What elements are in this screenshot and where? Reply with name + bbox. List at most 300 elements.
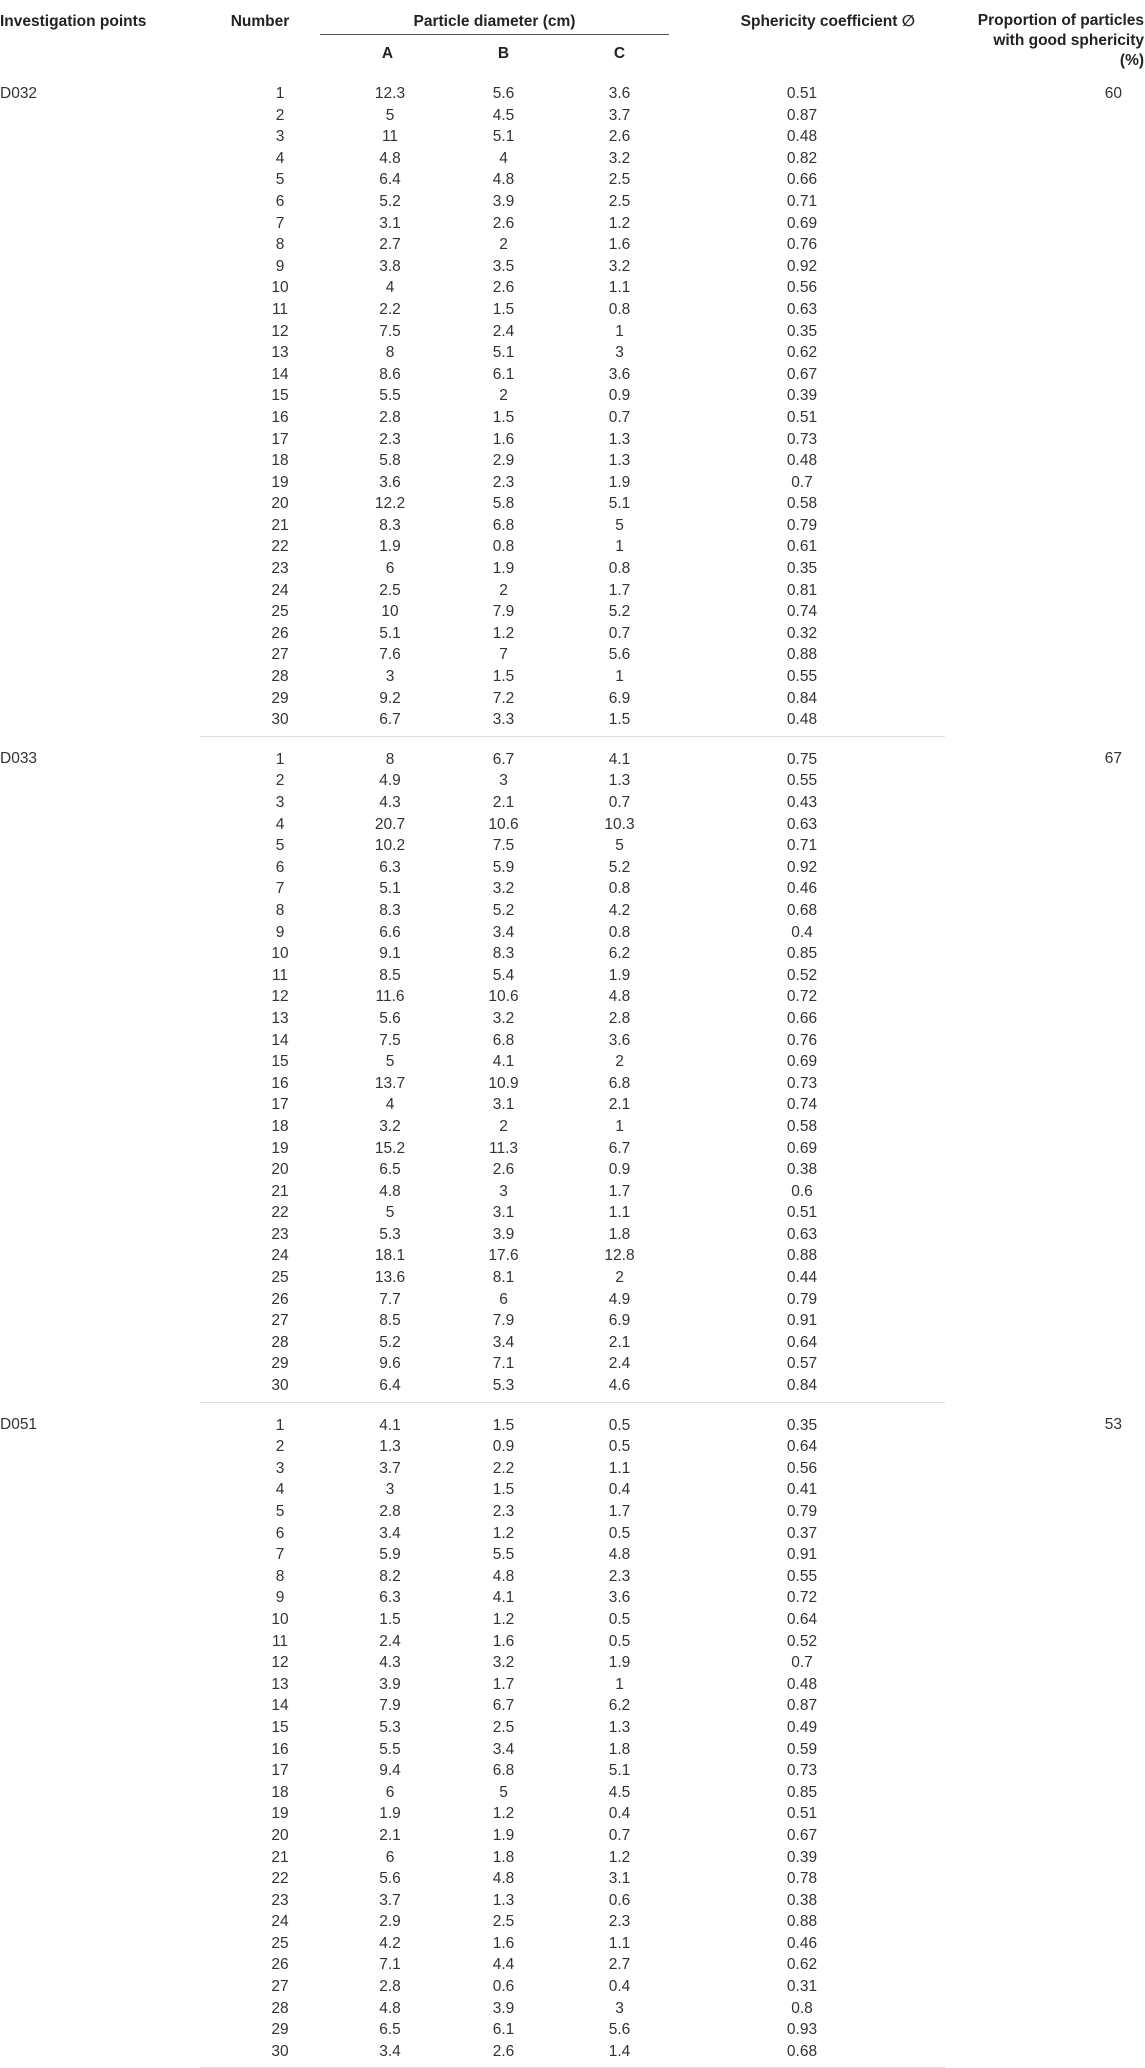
cell-sph: 0.7 xyxy=(791,473,813,491)
cell-a: 2.8 xyxy=(379,1978,401,1996)
cell-c: 2.7 xyxy=(608,1956,631,1974)
cell-a: 6 xyxy=(385,560,395,578)
cell-b: 2.9 xyxy=(492,452,515,470)
cell-a: 6.4 xyxy=(379,171,401,189)
cell-b: 3.3 xyxy=(455,709,552,736)
cell-num: 30 xyxy=(200,2041,320,2068)
cell-a: 9.4 xyxy=(379,1762,401,1780)
cell-num: 24 xyxy=(271,1913,289,1931)
cell-b: 5.3 xyxy=(455,1375,552,1402)
cell-c: 5 xyxy=(615,837,624,855)
cell-num: 14 xyxy=(271,1697,289,1715)
cell-a: 8.5 xyxy=(379,966,401,984)
cell-num: 15 xyxy=(271,1053,289,1071)
table-row xyxy=(0,1402,1145,1436)
cell-sph: 0.76 xyxy=(786,236,818,254)
cell-num: 11 xyxy=(271,1632,289,1650)
cell-sph: 0.63 xyxy=(786,815,818,833)
cell-sph: 0.8 xyxy=(791,1999,813,2017)
cell-c: 1.4 xyxy=(552,2041,687,2068)
cell-a: 5.3 xyxy=(379,1718,401,1736)
cell-sph: 0.84 xyxy=(786,689,818,707)
cell-sph: 0.4 xyxy=(791,923,813,941)
cell-a: 8.3 xyxy=(379,901,401,919)
cell-sph: 0.58 xyxy=(786,1117,818,1135)
cell-sph: 0.82 xyxy=(786,149,818,167)
cell-b: 1.5 xyxy=(492,668,515,686)
cell-b: 2.6 xyxy=(492,1161,515,1179)
cell-b: 8.1 xyxy=(492,1269,515,1287)
cell-a: 6 xyxy=(385,1848,395,1866)
cell-sph: 0.88 xyxy=(786,646,818,664)
cell-sph: 0.71 xyxy=(786,192,818,210)
cell-a: 3.7 xyxy=(379,1459,401,1477)
cell-b: 2.3 xyxy=(492,1503,515,1520)
cell-c: 1.5 xyxy=(552,709,687,736)
cell-b: 2 xyxy=(499,581,508,599)
cell-c: 6.7 xyxy=(608,1139,631,1157)
cell-a: 8.6 xyxy=(379,365,401,383)
cell-sph: 0.62 xyxy=(786,344,818,362)
cell-c: 6.8 xyxy=(608,1074,631,1092)
header-row-1 xyxy=(0,0,1145,37)
cell-c: 1.8 xyxy=(608,1740,631,1758)
cell-num: 17 xyxy=(271,430,289,448)
cell-sph: 0.39 xyxy=(786,1848,818,1866)
cell-num: 4 xyxy=(275,149,285,167)
cell-b: 4.4 xyxy=(492,1956,515,1974)
proportion-value: 67 xyxy=(1104,750,1123,768)
cell-a: 4.3 xyxy=(379,794,401,811)
cell-a: 5.1 xyxy=(379,624,401,642)
cell-b: 4.8 xyxy=(492,1870,515,1888)
cell-num: 15 xyxy=(271,1718,289,1736)
cell-c: 2.6 xyxy=(608,128,631,146)
cell-c: 3.6 xyxy=(608,1031,631,1049)
cell-c: 5.1 xyxy=(608,1762,631,1780)
cell-sph: 0.79 xyxy=(786,516,818,534)
cell-a: 7.7 xyxy=(379,1290,401,1308)
cell-b: 5.8 xyxy=(492,495,515,513)
cell-num: 27 xyxy=(271,1312,289,1330)
cell-c: 5.1 xyxy=(608,495,631,513)
cell-c: 0.5 xyxy=(608,1524,631,1542)
cell-a: 3.6 xyxy=(379,473,401,491)
cell-b: 7 xyxy=(499,646,508,664)
cell-b: 1.5 xyxy=(492,300,515,318)
cell-sph: 0.63 xyxy=(786,1225,818,1243)
cell-c: 3.6 xyxy=(608,1589,631,1607)
cell-num: 1 xyxy=(275,750,285,768)
cell-b: 5.6 xyxy=(492,85,515,102)
cell-num: 2 xyxy=(275,106,285,124)
cell-b: 1.8 xyxy=(492,1848,515,1866)
cell-b: 1.6 xyxy=(492,1934,515,1952)
cell-num: 18 xyxy=(271,1783,289,1801)
cell-c: 1.9 xyxy=(608,1654,631,1672)
cell-num: 25 xyxy=(271,1269,289,1287)
cell-num: 10 xyxy=(271,1610,289,1628)
cell-sph: 0.35 xyxy=(786,1416,818,1434)
cell-sph: 0.57 xyxy=(786,1355,818,1373)
cell-num: 26 xyxy=(271,1956,289,1974)
cell-num: 5 xyxy=(275,837,285,855)
cell-num: 18 xyxy=(271,1117,289,1135)
cell-sph: 0.69 xyxy=(786,214,818,232)
header-particle-diameter-label: Particle diameter (cm) xyxy=(320,11,669,35)
cell-a: 5.6 xyxy=(379,1009,401,1027)
cell-num: 3 xyxy=(275,128,285,146)
cell-b: 3.9 xyxy=(492,1225,515,1243)
cell-num: 13 xyxy=(271,344,289,362)
cell-num: 10 xyxy=(271,945,289,963)
cell-a: 20.7 xyxy=(374,815,406,833)
cell-c: 1.3 xyxy=(608,452,631,470)
cell-num: 16 xyxy=(271,1074,289,1092)
header-sphericity: Sphericity coefficient ∅ xyxy=(740,13,916,30)
cell-sph: 0.56 xyxy=(786,1459,818,1477)
cell-b: 3 xyxy=(499,1182,508,1200)
cell-c: 2.8 xyxy=(608,1009,631,1027)
cell-a: 10.2 xyxy=(374,837,406,855)
cell-c: 3.6 xyxy=(608,85,631,102)
cell-c: 1 xyxy=(615,1675,624,1693)
cell-b: 3.4 xyxy=(492,923,515,941)
cell-c: 4.8 xyxy=(608,1546,631,1564)
header-a: A xyxy=(381,45,394,63)
cell-c: 4.2 xyxy=(608,901,631,919)
cell-c: 6.9 xyxy=(608,689,631,707)
cell-b: 6.8 xyxy=(492,1031,515,1049)
cell-sph: 0.35 xyxy=(786,560,818,578)
cell-a: 1.3 xyxy=(379,1438,401,1456)
cell-num: 11 xyxy=(271,300,289,318)
cell-c: 1.7 xyxy=(608,1182,631,1200)
cell-sph: 0.63 xyxy=(786,300,818,318)
cell-c: 1.3 xyxy=(608,772,631,790)
table-body xyxy=(0,71,1145,2068)
cell-c: 1.2 xyxy=(608,1848,631,1866)
cell-a: 5.2 xyxy=(379,1333,401,1351)
cell-sph: 0.37 xyxy=(786,1524,818,1542)
cell-sph: 0.59 xyxy=(786,1740,818,1758)
cell-a: 3.7 xyxy=(379,1891,401,1909)
cell-sph: 0.67 xyxy=(786,365,818,383)
cell-a: 1.9 xyxy=(379,1805,401,1823)
cell-b: 6.1 xyxy=(492,2021,515,2039)
cell-sph: 0.85 xyxy=(786,1783,818,1801)
cell-sph: 0.51 xyxy=(786,1805,818,1823)
cell-num: 9 xyxy=(275,257,285,275)
cell-b: 5.4 xyxy=(492,966,515,984)
cell-c: 10.3 xyxy=(604,815,635,833)
cell-c: 3 xyxy=(615,344,624,362)
cell-b: 2.4 xyxy=(492,322,515,340)
cell-sph: 0.46 xyxy=(786,880,818,898)
cell-b: 5.5 xyxy=(492,1546,515,1564)
cell-c: 2 xyxy=(615,1269,624,1287)
cell-num: 21 xyxy=(271,1848,289,1866)
cell-c: 0.5 xyxy=(608,1610,631,1628)
cell-c: 1 xyxy=(615,668,624,686)
cell-c: 3.6 xyxy=(608,365,631,383)
cell-a: 4.2 xyxy=(379,1934,401,1952)
cell-sph: 0.68 xyxy=(786,901,818,919)
cell-a: 5.8 xyxy=(379,452,401,470)
cell-sph: 0.71 xyxy=(786,837,818,855)
cell-c: 5.6 xyxy=(608,646,631,664)
cell-a: 5 xyxy=(385,106,395,124)
cell-num: 17 xyxy=(271,1762,289,1780)
cell-c: 1.7 xyxy=(608,581,631,599)
cell-num: 6 xyxy=(275,1524,285,1542)
cell-sph: 0.74 xyxy=(786,603,818,621)
cell-sph: 0.51 xyxy=(786,408,818,426)
cell-c: 12.8 xyxy=(604,1247,635,1265)
cell-num: 18 xyxy=(271,452,289,470)
header-investigation-points: Investigation points xyxy=(0,13,147,30)
cell-c: 2.5 xyxy=(608,171,631,189)
cell-c: 2.1 xyxy=(608,1096,631,1114)
cell-num: 24 xyxy=(271,581,289,599)
cell-num: 5 xyxy=(275,1503,285,1520)
cell-sph: 0.74 xyxy=(786,1096,818,1114)
cell-num: 26 xyxy=(271,1290,289,1308)
cell-sph: 0.64 xyxy=(786,1610,818,1628)
cell-sph: 0.62 xyxy=(786,1956,818,1974)
cell-num: 1 xyxy=(275,1416,285,1434)
cell-sph: 0.69 xyxy=(786,1139,818,1157)
cell-a: 3.4 xyxy=(379,1524,401,1542)
cell-sph: 0.79 xyxy=(786,1503,818,1520)
cell-num: 27 xyxy=(271,1978,289,1996)
cell-c: 5.2 xyxy=(608,858,631,876)
cell-b: 1.2 xyxy=(492,1610,515,1628)
cell-c: 0.5 xyxy=(608,1438,631,1456)
cell-a: 2.1 xyxy=(379,1826,401,1844)
cell-b: 2.3 xyxy=(492,473,515,491)
cell-b: 5.1 xyxy=(492,344,515,362)
cell-c: 3.1 xyxy=(608,1870,631,1888)
cell-num: 19 xyxy=(271,473,289,491)
cell-b: 1.2 xyxy=(492,624,515,642)
cell-sph: 0.64 xyxy=(786,1438,818,1456)
cell-c: 1.3 xyxy=(608,430,631,448)
cell-a: 8 xyxy=(385,750,395,768)
cell-b: 6.7 xyxy=(492,750,515,768)
cell-sph: 0.75 xyxy=(786,750,818,768)
investigation-point: D033 xyxy=(0,750,38,768)
cell-a: 12.3 xyxy=(374,85,406,102)
cell-sph: 0.61 xyxy=(786,538,818,556)
cell-c: 1.1 xyxy=(608,279,631,297)
cell-c: 5.6 xyxy=(608,2021,631,2039)
cell-sph: 0.48 xyxy=(786,1675,818,1693)
cell-c: 3.7 xyxy=(608,106,631,124)
cell-b: 2.5 xyxy=(492,1913,515,1931)
cell-c: 0.9 xyxy=(608,1161,631,1179)
cell-b: 1.6 xyxy=(492,430,515,448)
cell-sph: 0.56 xyxy=(786,279,818,297)
cell-num: 14 xyxy=(271,365,289,383)
cell-sph: 0.88 xyxy=(786,1913,818,1931)
cell-b: 3.4 xyxy=(492,1740,515,1758)
cell-a: 4 xyxy=(385,279,395,297)
cell-sph: 0.7 xyxy=(791,1654,813,1672)
cell-c: 0.6 xyxy=(608,1891,631,1909)
cell-num: 4 xyxy=(275,1481,285,1499)
cell-b: 4 xyxy=(499,149,508,167)
cell-sph: 0.48 xyxy=(786,452,818,470)
cell-num: 11 xyxy=(271,966,289,984)
cell-c: 0.7 xyxy=(608,794,631,811)
header-proportion: Proportion of particles with good sphericity (%) xyxy=(977,12,1145,69)
cell-sph: 0.69 xyxy=(786,1053,818,1071)
cell-num: 23 xyxy=(271,1225,289,1243)
cell-b: 6.8 xyxy=(492,1762,515,1780)
cell-sph: 0.39 xyxy=(786,387,818,405)
cell-num: 12 xyxy=(271,322,289,340)
cell-b: 7.1 xyxy=(492,1355,515,1373)
cell-a: 3.9 xyxy=(379,1675,401,1693)
proportion-value: 60 xyxy=(1104,85,1123,102)
cell-a: 9.1 xyxy=(379,945,401,963)
cell-a: 2.9 xyxy=(379,1913,401,1931)
cell-a: 10 xyxy=(381,603,399,621)
cell-a: 15.2 xyxy=(374,1139,406,1157)
cell-sph: 0.49 xyxy=(786,1718,818,1736)
cell-a: 6 xyxy=(385,1783,395,1801)
cell-a: 2.7 xyxy=(379,236,401,254)
cell-num: 8 xyxy=(275,236,285,254)
cell-sph: 0.92 xyxy=(786,858,818,876)
table-row xyxy=(0,71,1145,105)
cell-c: 0.8 xyxy=(608,300,631,318)
cell-a: 11 xyxy=(381,128,399,146)
cell-b: 5 xyxy=(499,1783,508,1801)
cell-num: 9 xyxy=(275,923,285,941)
cell-num: 9 xyxy=(275,1589,285,1607)
cell-sph: 0.79 xyxy=(786,1290,818,1308)
cell-b: 4.1 xyxy=(492,1589,515,1607)
cell-a: 13.7 xyxy=(374,1074,406,1092)
cell-sph: 0.46 xyxy=(786,1934,818,1952)
cell-sph: 0.58 xyxy=(786,495,818,513)
cell-sph: 0.87 xyxy=(786,1697,818,1715)
cell-num: 12 xyxy=(271,1654,289,1672)
cell-b: 5.2 xyxy=(492,901,515,919)
cell-num: 19 xyxy=(271,1805,289,1823)
cell-c: 2.4 xyxy=(608,1355,631,1373)
cell-sph: 0.6 xyxy=(791,1182,813,1200)
cell-c: 6.9 xyxy=(608,1312,631,1330)
cell-num: 30 xyxy=(200,709,320,736)
cell-b: 3.2 xyxy=(492,1009,515,1027)
cell-b: 4.8 xyxy=(492,1567,515,1585)
cell-c: 2.1 xyxy=(608,1333,631,1351)
cell-num: 15 xyxy=(271,387,289,405)
cell-num: 3 xyxy=(275,1459,285,1477)
cell-b: 3.2 xyxy=(492,880,515,898)
cell-sph: 0.48 xyxy=(687,709,945,736)
cell-num: 28 xyxy=(271,668,289,686)
cell-a: 2.8 xyxy=(379,408,401,426)
cell-c: 0.7 xyxy=(608,1826,631,1844)
cell-a: 2.5 xyxy=(379,581,401,599)
cell-sph: 0.67 xyxy=(786,1826,818,1844)
cell-num: 8 xyxy=(275,1567,285,1585)
cell-b: 2.2 xyxy=(492,1459,515,1477)
cell-num: 27 xyxy=(271,646,289,664)
cell-b: 6.1 xyxy=(492,365,515,383)
cell-sph: 0.78 xyxy=(786,1870,818,1888)
cell-num: 21 xyxy=(271,1182,289,1200)
cell-sph: 0.88 xyxy=(786,1247,818,1265)
cell-a: 6.6 xyxy=(379,923,401,941)
cell-b: 7.5 xyxy=(492,837,515,855)
cell-a: 4.8 xyxy=(379,1999,401,2017)
cell-a: 5 xyxy=(385,1053,395,1071)
cell-sph: 0.93 xyxy=(786,2021,818,2039)
cell-num: 7 xyxy=(275,880,285,898)
cell-num: 25 xyxy=(271,603,289,621)
cell-a: 5.5 xyxy=(379,1740,401,1758)
cell-b: 7.2 xyxy=(492,689,515,707)
cell-b: 6 xyxy=(499,1290,508,1308)
cell-a: 7.1 xyxy=(379,1956,401,1974)
cell-a: 9.2 xyxy=(379,689,401,707)
cell-sph: 0.85 xyxy=(786,945,818,963)
cell-b: 1.5 xyxy=(492,1481,515,1499)
cell-a: 7.9 xyxy=(379,1697,401,1715)
cell-c: 4.6 xyxy=(552,1375,687,1402)
cell-b: 17.6 xyxy=(488,1247,519,1265)
cell-a: 2.2 xyxy=(379,300,401,318)
cell-c: 4.8 xyxy=(608,988,631,1006)
cell-sph: 0.32 xyxy=(786,624,818,642)
cell-c: 6.2 xyxy=(608,945,631,963)
cell-a: 3.2 xyxy=(379,1117,401,1135)
cell-b: 5.1 xyxy=(492,128,515,146)
cell-c: 1 xyxy=(615,538,624,556)
cell-sph: 0.52 xyxy=(786,966,818,984)
cell-a: 3.8 xyxy=(379,257,401,275)
cell-b: 1.7 xyxy=(492,1675,515,1693)
cell-sph: 0.44 xyxy=(786,1269,818,1287)
cell-c: 1.3 xyxy=(608,1718,631,1736)
cell-num: 13 xyxy=(271,1675,289,1693)
cell-c: 5.2 xyxy=(608,603,631,621)
cell-a: 5.3 xyxy=(379,1225,401,1243)
cell-a: 12.2 xyxy=(374,495,406,513)
cell-c: 0.9 xyxy=(608,387,631,405)
cell-b: 2.6 xyxy=(455,2041,552,2068)
cell-sph: 0.81 xyxy=(786,581,818,599)
cell-b: 2 xyxy=(499,1117,508,1135)
cell-c: 6.2 xyxy=(608,1697,631,1715)
cell-b: 1.9 xyxy=(492,1826,515,1844)
cell-c: 1.9 xyxy=(608,966,631,984)
cell-sph: 0.76 xyxy=(786,1031,818,1049)
cell-b: 1.9 xyxy=(492,560,515,578)
cell-a: 2.4 xyxy=(379,1632,401,1650)
cell-b: 10.6 xyxy=(488,988,519,1006)
table-row xyxy=(0,736,1145,770)
cell-c: 0.8 xyxy=(608,923,631,941)
header-b: B xyxy=(497,45,510,63)
cell-a: 8.5 xyxy=(379,1312,401,1330)
cell-b: 1.5 xyxy=(492,1416,515,1434)
